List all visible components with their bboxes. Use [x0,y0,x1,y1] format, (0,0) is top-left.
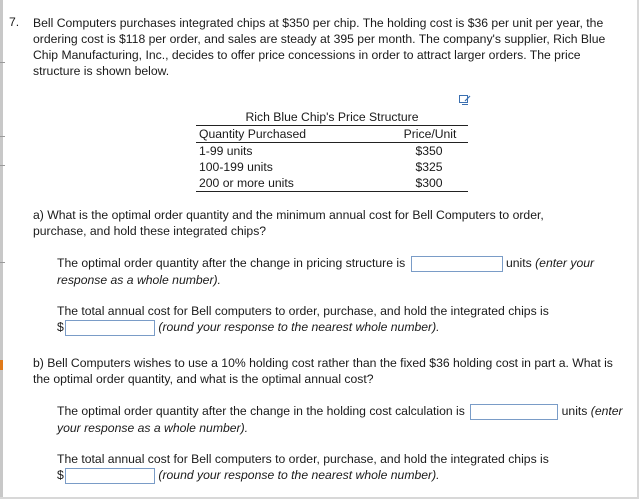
cell-quantity: 1-99 units [199,144,253,158]
margin-highlight [0,360,3,370]
dollar-sign: $ [57,468,64,482]
part-a-q2-text: The total annual cost for Bell computers to order, purchase, and hold the integrated chips is [57,304,549,318]
part-b-quantity-input[interactable] [470,404,558,420]
part-b-q1 [57,403,632,436]
left-border [0,0,3,499]
part-a-q1-units: units [505,256,532,270]
dollar-sign: $ [57,320,64,334]
part-a-question: a) What is the optimal order quantity and the minimum annual cost for Bell Computers to order, purchase, and hold these integrated chips? [33,208,544,238]
header-price: Price/Unit [403,127,457,141]
edit-icon[interactable] [459,95,471,105]
table-row [196,143,468,159]
part-a-quantity-input[interactable] [411,256,503,272]
part-a-q2 [57,303,632,336]
part-a-cost-input[interactable] [65,320,155,336]
part-b-q2-hint: (round your response to the nearest whole number). [158,468,440,482]
part-b-q2-text: The total annual cost for Bell computers to order, purchase, and hold the integrated chips is [57,452,549,466]
part-b-q2 [57,451,632,484]
cell-quantity: 100-199 units [199,160,273,174]
cell-quantity: 200 or more units [199,176,294,190]
part-b-q1-hint: (enter your response as a whole number). [57,404,623,435]
part-b-q1-units: units [561,404,588,418]
table-title: Rich Blue Chip's Price Structure [245,110,419,124]
cell-price: $325 [415,160,443,174]
price-structure-table [196,109,468,192]
part-a-q2-hint: (round your response to the nearest whole number). [158,320,440,334]
margin-tick [0,165,5,166]
question-number: 7. [9,15,20,29]
part-a-q1-hint: (enter your response as a whole number). [57,256,595,287]
table-row [196,159,468,175]
part-b-question: b) Bell Computers wishes to use a 10% holding cost rather than the fixed $36 holding cost in part a. What is the optimal order quantity, and what is the optimal annual cost? [33,356,613,386]
question-intro: Bell Computers purchases integrated chips at $350 per chip. The holding cost is $36 per unit per year, the ordering cost is $118 per order, and sales are steady at 395 per month. The company's supplier, Rich Blue Chip Manufacturing, Inc., decides to offer price concessions in order to attract larger orders. The price structure is shown below. [33,16,606,78]
table-header [196,125,468,143]
cell-price: $300 [415,176,443,190]
part-b-cost-input[interactable] [65,468,155,484]
cell-price: $350 [415,144,443,158]
margin-tick [0,62,5,63]
part-b-q1-text: The optimal order quantity after the change in the holding cost calculation is [57,404,465,418]
part-a-q1-text: The optimal order quantity after the change in pricing structure is [57,256,406,270]
margin-tick [0,136,5,137]
table-row [196,175,468,192]
header-quantity: Quantity Purchased [199,127,307,141]
part-a-q1 [57,255,632,288]
margin-tick [0,262,5,263]
